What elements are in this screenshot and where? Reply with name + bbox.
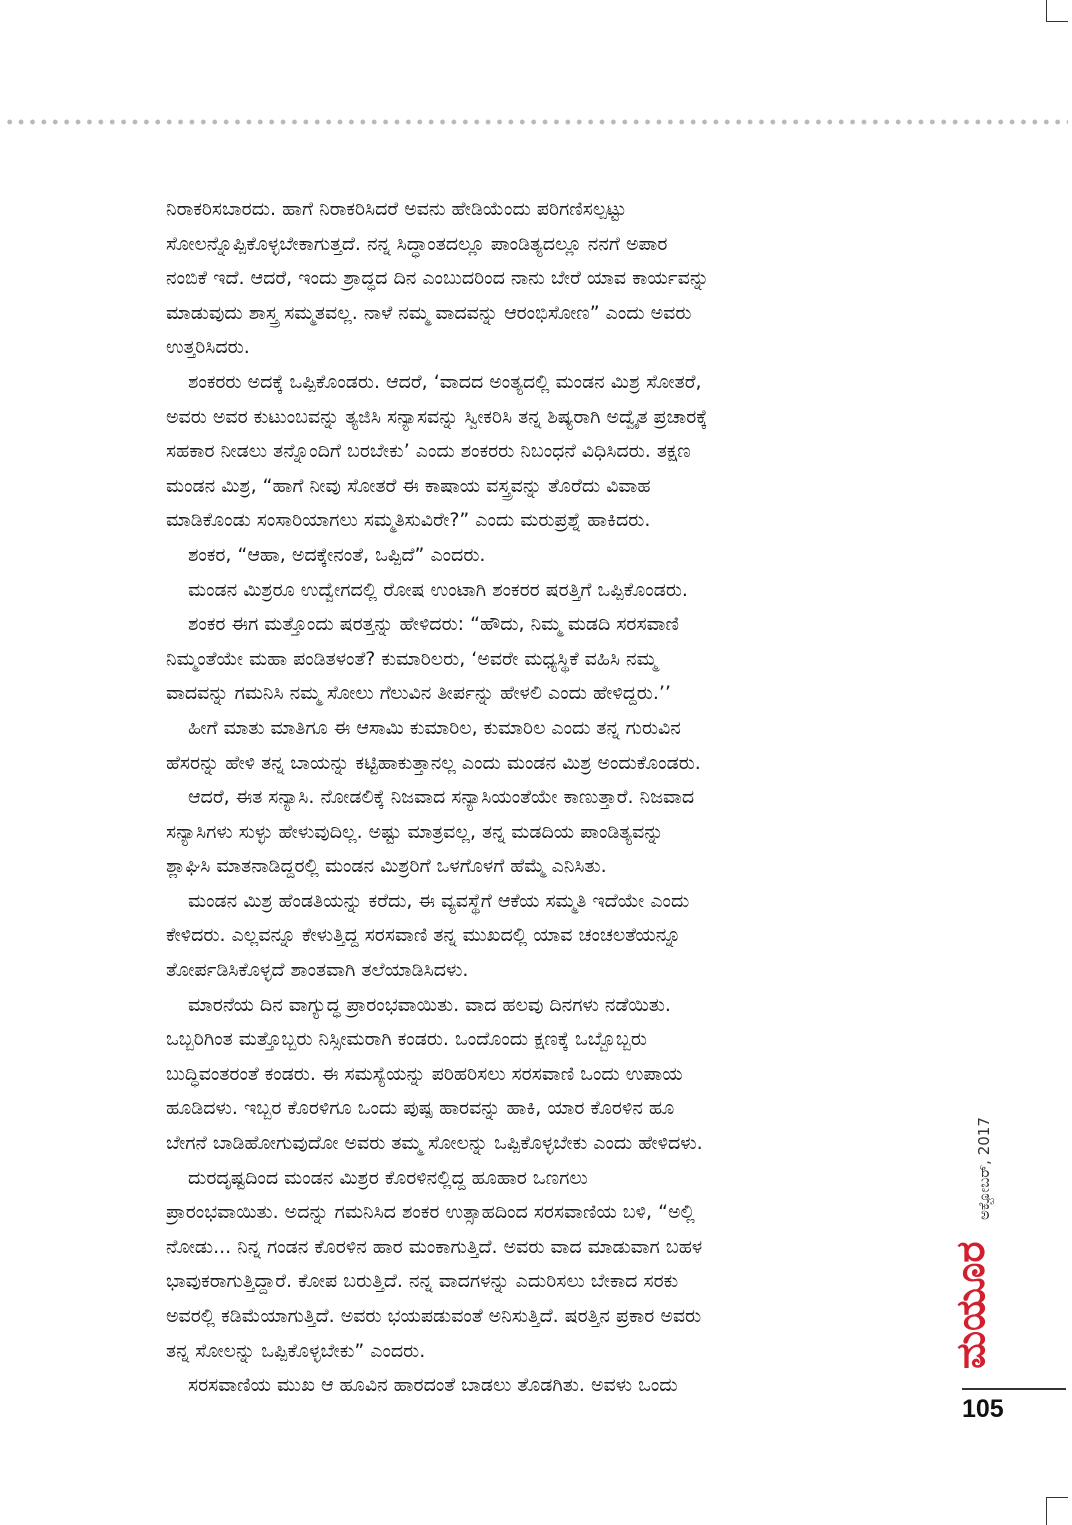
text-line: ದುರದೃಷ್ಟದಿಂದ ಮಂಡನ ಮಿಶ್ರರ ಕೊರಳಿನಲ್ಲಿದ್ದ ಹೂಹಾರ ಒಣಗಲು — [188, 1166, 588, 1189]
text-line: ಕೇಳಿದರು. ಎಲ್ಲವನ್ನೂ ಕೇಳುತ್ತಿದ್ದ ಸರಸವಾಣಿ ತನ್ನ ಮುಖದಲ್ಲಿ ಯಾವ ಚಂಚಲತೆಯನ್ನೂ — [166, 924, 681, 947]
crop-mark-top — [1046, 0, 1068, 22]
text-line: ಸನ್ಯಾಸಿಗಳು ಸುಳ್ಳು ಹೇಳುವುದಿಲ್ಲ. ಅಷ್ಟು ಮಾತ್ರವಲ್ಲ, ತನ್ನ ಮಡದಿಯ ಪಾಂಡಿತ್ಯವನ್ನು — [166, 820, 664, 843]
dotted-divider — [4, 118, 1068, 126]
text-line: ಶಂಕರರು ಅದಕ್ಕೆ ಒಪ್ಪಿಕೊಂಡರು. ಆದರೆ, ‘ವಾದದ ಅಂತ್ಯದಲ್ಲಿ ಮಂಡನ ಮಿಶ್ರ ಸೋತರೆ, — [188, 370, 702, 393]
text-line: ಹೀಗೆ ಮಾತು ಮಾತಿಗೂ ಈ ಆಸಾಮಿ ಕುಮಾರಿಲ, ಕುಮಾರಿಲ ಎಂದು ತನ್ನ ಗುರುವಿನ — [188, 716, 681, 739]
text-line: ಅವರಲ್ಲಿ ಕಡಿಮೆಯಾಗುತ್ತಿದೆ. ಅವರು ಭಯಪಡುವಂತೆ ಅನಿಸುತ್ತಿದೆ. ಷರತ್ತಿನ ಪ್ರಕಾರ ಅವರು — [166, 1305, 702, 1327]
text-line: ವಾದವನ್ನು ಗಮನಿಸಿ ನಮ್ಮ ಸೋಲು ಗೆಲುವಿನ ತೀರ್ಪನ್ನು ಹೇಳಲಿ ಎಂದು ಹೇಳಿದ್ದರು.’’ — [166, 682, 671, 705]
text-line: ಶಂಕರ, “ಆಹಾ, ಅದಕ್ಕೇನಂತೆ, ಒಪ್ಪಿದೆ” ಎಂದರು. — [188, 543, 486, 566]
text-line: ನಿರಾಕರಿಸಬಾರದು. ಹಾಗೆ ನಿರಾಕರಿಸಿದರೆ ಅವನು ಹೇಡಿಯೆಂದು ಪರಿಗಣಿಸಲ್ಪಟ್ಟು — [166, 198, 627, 220]
text-line: ಸರಸವಾಣಿಯ ಮುಖ ಆ ಹೂವಿನ ಹಾರದಂತೆ ಬಾಡಲು ತೊಡಗಿತು. ಅವಳು ಒಂದು — [188, 1374, 678, 1397]
text-line: ಮಾಡಿಕೊಂಡು ಸಂಸಾರಿಯಾಗಲು ಸಮ್ಮತಿಸುವಿರೇ?” ಎಂದು ಮರುಪ್ರಶ್ನೆ ಹಾಕಿದರು. — [166, 509, 651, 532]
text-line: ಶ್ಲಾಘಿಸಿ ಮಾತನಾಡಿದ್ದರಲ್ಲಿ ಮಂಡನ ಮಿಶ್ರರಿಗೆ ಒಳಗೊಳಗೆ ಹೆಮ್ಮೆ ಎನಿಸಿತು. — [166, 855, 607, 878]
text-line: ಭಾವುಕರಾಗುತ್ತಿದ್ದಾರೆ. ಕೋಪ ಬರುತ್ತಿದೆ. ನನ್ನ ವಾದಗಳನ್ನು ಎದುರಿಸಲು ಬೇಕಾದ ಸರಕು — [166, 1270, 679, 1293]
text-line: ನಿಮ್ಮಂತೆಯೇ ಮಹಾ ಪಂಡಿತಳಂತೆ? ಕುಮಾರಿಲರು, ‘ಅವರೇ ಮಧ್ಯಸ್ಥಿಕೆ ವಹಿಸಿ ನಮ್ಮ — [166, 647, 658, 670]
text-line: ಪ್ರಾರಂಭವಾಯಿತು. ಅದನ್ನು ಗಮನಿಸಿದ ಶಂಕರ ಉತ್ಸಾಹದಿಂದ ಸರಸವಾಣಿಯ ಬಳಿ, “ಅಲ್ಲಿ — [166, 1201, 695, 1224]
crop-mark-bottom — [1046, 1497, 1068, 1525]
article-body — [166, 192, 926, 1403]
text-line: ಹೆಸರನ್ನು ಹೇಳಿ ತನ್ನ ಬಾಯನ್ನು ಕಟ್ಟಿಹಾಕುತ್ತಾನಲ್ಲ ಎಂದು ಮಂಡನ ಮಿಶ್ರ ಅಂದುಕೊಂಡರು. — [166, 751, 701, 774]
text-line: ಬುದ್ಧಿವಂತರಂತೆ ಕಂಡರು. ಈ ಸಮಸ್ಯೆಯನ್ನು ಪರಿಹರಿಸಲು ಸರಸವಾಣಿ ಒಂದು ಉಪಾಯ — [166, 1062, 683, 1085]
text-line: ಬೇಗನೆ ಬಾಡಿಹೋಗುವುದೋ ಅವರು ತಮ್ಮ ಸೋಲನ್ನು ಒಪ್ಪಿಕೊಳ್ಳಬೇಕು ಎಂದು ಹೇಳಿದಳು. — [166, 1132, 703, 1155]
footer-rule — [962, 1388, 1066, 1390]
text-line: ಮಂಡನ ಮಿಶ್ರ, “ಹಾಗೆ ನೀವು ಸೋತರೆ ಈ ಕಾಷಾಯ ವಸ್ತ್ರವನ್ನು ತೊರೆದು ವಿವಾಹ — [166, 474, 651, 497]
page-number: 105 — [962, 1395, 1004, 1423]
magazine-logo: ಮಯೂರ — [948, 1241, 994, 1369]
text-line: ಹೂಡಿದಳು. ಇಬ್ಬರ ಕೊರಳಿಗೂ ಒಂದು ಪುಷ್ಪ ಹಾರವನ್ನು ಹಾಕಿ, ಯಾರ ಕೊರಳಿನ ಹೂ — [166, 1097, 675, 1120]
text-line: ಒಬ್ಬರಿಗಿಂತ ಮತ್ತೊಬ್ಬರು ನಿಸ್ಸೀಮರಾಗಿ ಕಂಡರು. ಒಂದೊಂದು ಕ್ಷಣಕ್ಕೆ ಒಬ್ಬೊಬ್ಬರು — [166, 1028, 647, 1051]
issue-date: ಅಕ್ಟೋಬರ್, 2017 — [975, 1117, 993, 1220]
text-line: ಶಂಕರ ಈಗ ಮತ್ತೊಂದು ಷರತ್ತನ್ನು ಹೇಳಿದರು: “ಹೌದು, ನಿಮ್ಮ ಮಡದಿ ಸರಸವಾಣಿ — [188, 613, 679, 636]
text-line: ತನ್ನ ಸೋಲನ್ನು ಒಪ್ಪಿಕೊಳ್ಳಬೇಕು” ಎಂದರು. — [166, 1339, 426, 1362]
text-line: ತೋರ್ಪಡಿಸಿಕೊಳ್ಳದೆ ಶಾಂತವಾಗಿ ತಲೆಯಾಡಿಸಿದಳು. — [166, 959, 469, 982]
text-line: ಮಾರನೆಯ ದಿನ ವಾಗ್ಯುದ್ಧ ಪ್ರಾರಂಭವಾಯಿತು. ವಾದ ಹಲವು ದಿನಗಳು ನಡೆಯಿತು. — [188, 993, 671, 1016]
text-line: ಮಂಡನ ಮಿಶ್ರರೂ ಉದ್ವೇಗದಲ್ಲಿ ರೋಷ ಉಂಟಾಗಿ ಶಂಕರರ ಷರತ್ತಿಗೆ ಒಪ್ಪಿಕೊಂಡರು. — [188, 578, 688, 601]
text-line: ಮಂಡನ ಮಿಶ್ರ ಹೆಂಡತಿಯನ್ನು ಕರೆದು, ಈ ವ್ಯವಸ್ಥೆಗೆ ಆಕೆಯ ಸಮ್ಮತಿ ಇದೆಯೇ ಎಂದು — [188, 889, 690, 912]
text-line: ಆದರೆ, ಈತ ಸನ್ಯಾಸಿ. ನೋಡಲಿಕ್ಕೆ ನಿಜವಾದ ಸನ್ಯಾಸಿಯಂತೆಯೇ ಕಾಣುತ್ತಾರೆ. ನಿಜವಾದ — [188, 786, 695, 809]
text-line: ನೋಡು... ನಿನ್ನ ಗಂಡನ ಕೊರಳಿನ ಹಾರ ಮಂಕಾಗುತ್ತಿದೆ. ಅವರು ವಾದ ಮಾಡುವಾಗ ಬಹಳ — [166, 1235, 703, 1258]
text-line: ಸೋಲನ್ನೊಪ್ಪಿಕೊಳ್ಳಬೇಕಾಗುತ್ತದೆ. ನನ್ನ ಸಿದ್ಧಾಂತದಲ್ಲೂ ಪಾಂಡಿತ್ಯದಲ್ಲೂ ನನಗೆ ಅಪಾರ — [166, 232, 668, 255]
text-line: ಅವರು ಅವರ ಕುಟುಂಬವನ್ನು ತ್ಯಜಿಸಿ ಸನ್ಯಾಸವನ್ನು ಸ್ವೀಕರಿಸಿ ತನ್ನ ಶಿಷ್ಯರಾಗಿ ಅದ್ವೈತ ಪ್ರಚಾರಕ್ಕೆ — [166, 405, 708, 428]
text-line: ಉತ್ತರಿಸಿದರು. — [166, 336, 250, 359]
text-line: ಮಾಡುವುದು ಶಾಸ್ತ್ರ ಸಮ್ಮತವಲ್ಲ. ನಾಳೆ ನಮ್ಮ ವಾದವನ್ನು ಆರಂಭಿಸೋಣ” ಎಂದು ಅವರು — [166, 301, 692, 324]
text-line: ಸಹಕಾರ ನೀಡಲು ತನ್ನೊಂದಿಗೆ ಬರಬೇಕು’ ಎಂದು ಶಂಕರರು ನಿಬಂಧನೆ ವಿಧಿಸಿದರು. ತಕ್ಷಣ — [166, 440, 691, 463]
text-line: ನಂಬಿಕೆ ಇದೆ. ಆದರೆ, ಇಂದು ಶ್ರಾದ್ಧದ ದಿನ ಎಂಬುದರಿಂದ ನಾನು ಬೇರೆ ಯಾವ ಕಾರ್ಯವನ್ನು — [166, 267, 709, 290]
